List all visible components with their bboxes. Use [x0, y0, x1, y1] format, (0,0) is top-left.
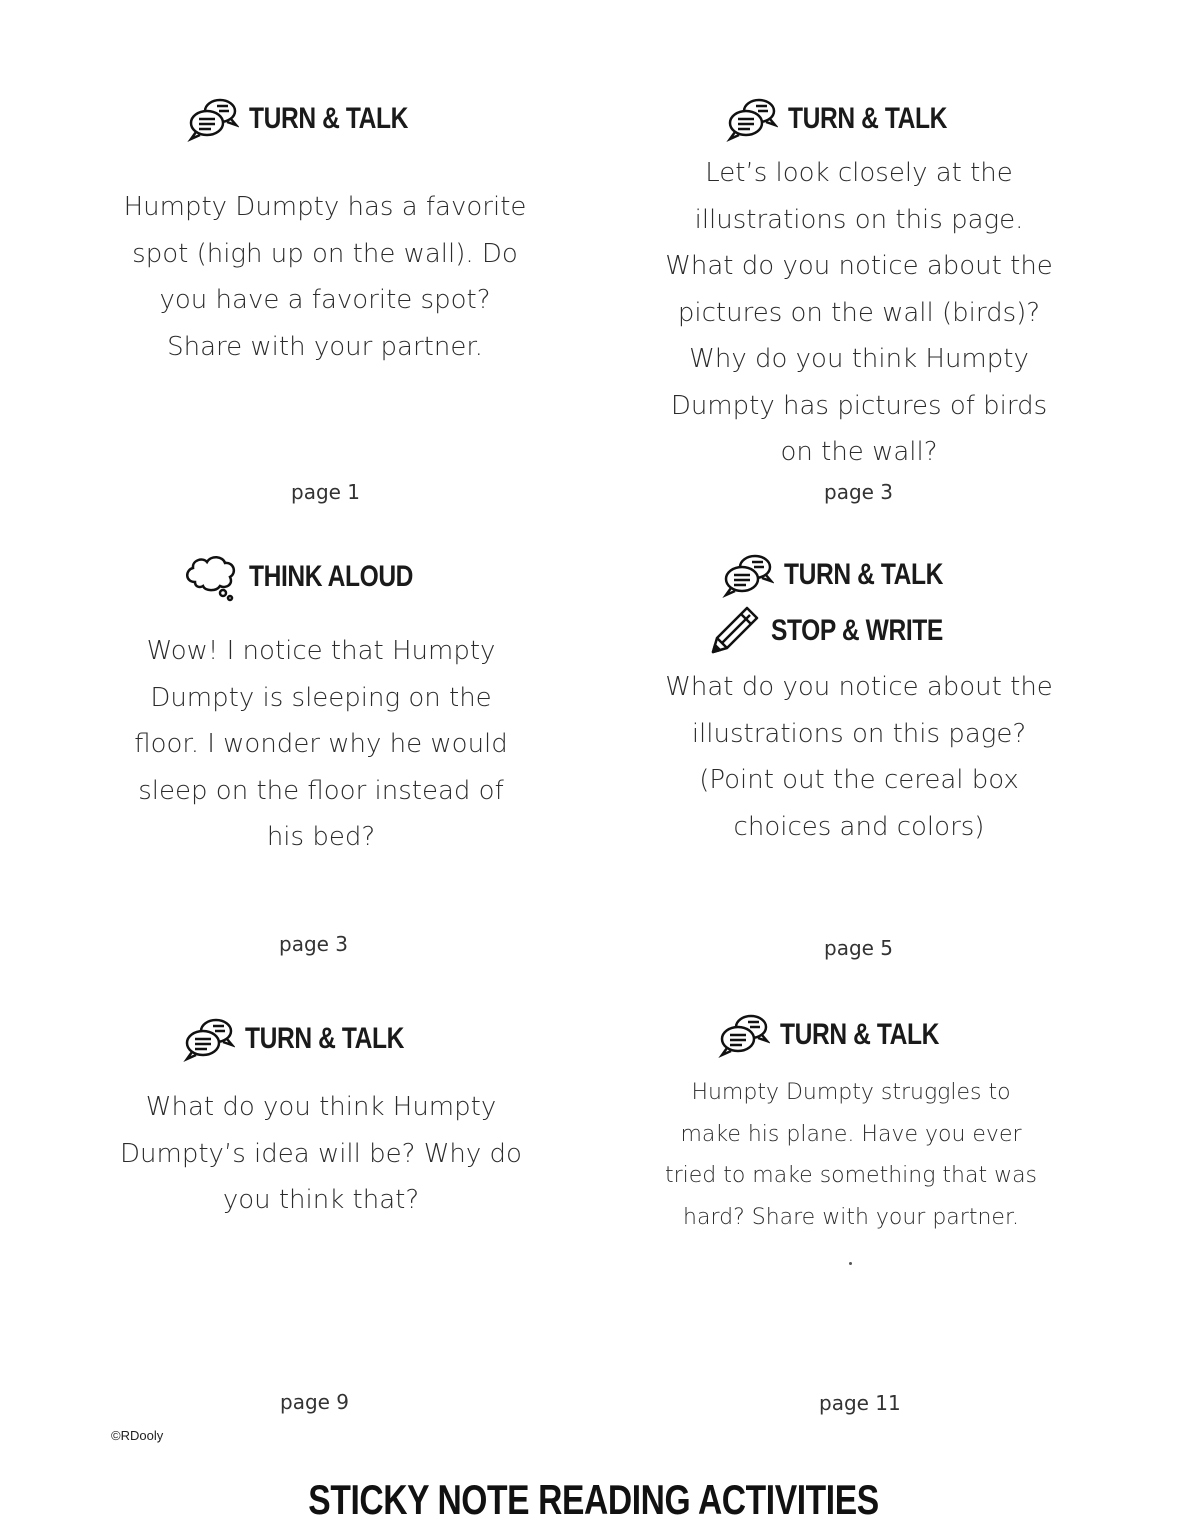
card-page-ref: page 9: [280, 1390, 350, 1414]
card-heading: [626, 96, 1082, 142]
card-text: Let’s look closely at the illustrations on this page. What do you notice about the pictures on the wall (birds)? Why do you think Humpty Dumpty has pictures of birds on the wall?: [665, 158, 1053, 467]
activity-card-1: [100, 96, 550, 370]
footer-title: [0, 1476, 1187, 1524]
chat-bubbles-icon: [718, 1012, 770, 1058]
activity-card-4: [636, 552, 1082, 850]
card-text: What do you notice about the illustrations on this page? (Point out the cereal box choices and colors): [665, 672, 1053, 842]
card-text: Humpty Dumpty has a favorite spot (high up on the wall). Do you have a favorite spot? Share with your partner.: [123, 192, 527, 362]
stray-dot: [849, 1262, 852, 1265]
chat-bubbles-icon: [187, 96, 239, 142]
card-heading-label: TURN & TALK: [780, 1018, 940, 1051]
chat-bubbles-icon: [183, 1016, 235, 1062]
card-text: What do you think Humpty Dumpty’s idea will be? Why do you think that?: [120, 1092, 522, 1215]
pencil-icon: [707, 604, 761, 658]
activity-card-5: [96, 1016, 546, 1224]
card-page-ref: page 11: [819, 1391, 901, 1415]
card-page-ref: page 5: [824, 936, 894, 960]
card-heading-label: STOP & WRITE: [771, 614, 944, 647]
activity-card-3: [96, 552, 546, 861]
card-text: Wow! I notice that Humpty Dumpty is sleeping on the floor. I wonder why he would sleep on the floor instead of his bed?: [134, 636, 508, 852]
card-heading: [616, 1012, 1076, 1058]
chat-bubbles-icon: [722, 552, 774, 598]
card-heading-secondary: [606, 604, 1082, 658]
chat-bubbles-icon: [726, 96, 778, 142]
card-text: Humpty Dumpty struggles to make his plane. Have you ever tried to make something that was hard? Share with your partner.: [664, 1080, 1038, 1230]
card-heading: [76, 1016, 546, 1062]
footer-title-text: STICKY NOTE READING ACTIVITIES: [308, 1476, 879, 1523]
card-heading-label: TURN & TALK: [788, 102, 948, 135]
thought-cloud-icon: [183, 552, 239, 602]
copyright: ©RDooly: [111, 1428, 164, 1443]
activity-card-6: [626, 1012, 1076, 1238]
card-heading: [80, 96, 550, 142]
card-page-ref: page 1: [291, 480, 361, 504]
card-heading: [86, 552, 546, 602]
card-heading-label: TURN & TALK: [249, 102, 409, 135]
card-page-ref: page 3: [824, 480, 894, 504]
activity-card-2: [636, 96, 1082, 476]
card-heading-label: TURN & TALK: [784, 558, 944, 591]
card-page-ref: page 3: [279, 932, 349, 956]
card-heading-label: TURN & TALK: [245, 1022, 405, 1055]
card-heading: [618, 552, 1082, 598]
card-heading-label: THINK ALOUD: [248, 560, 414, 593]
